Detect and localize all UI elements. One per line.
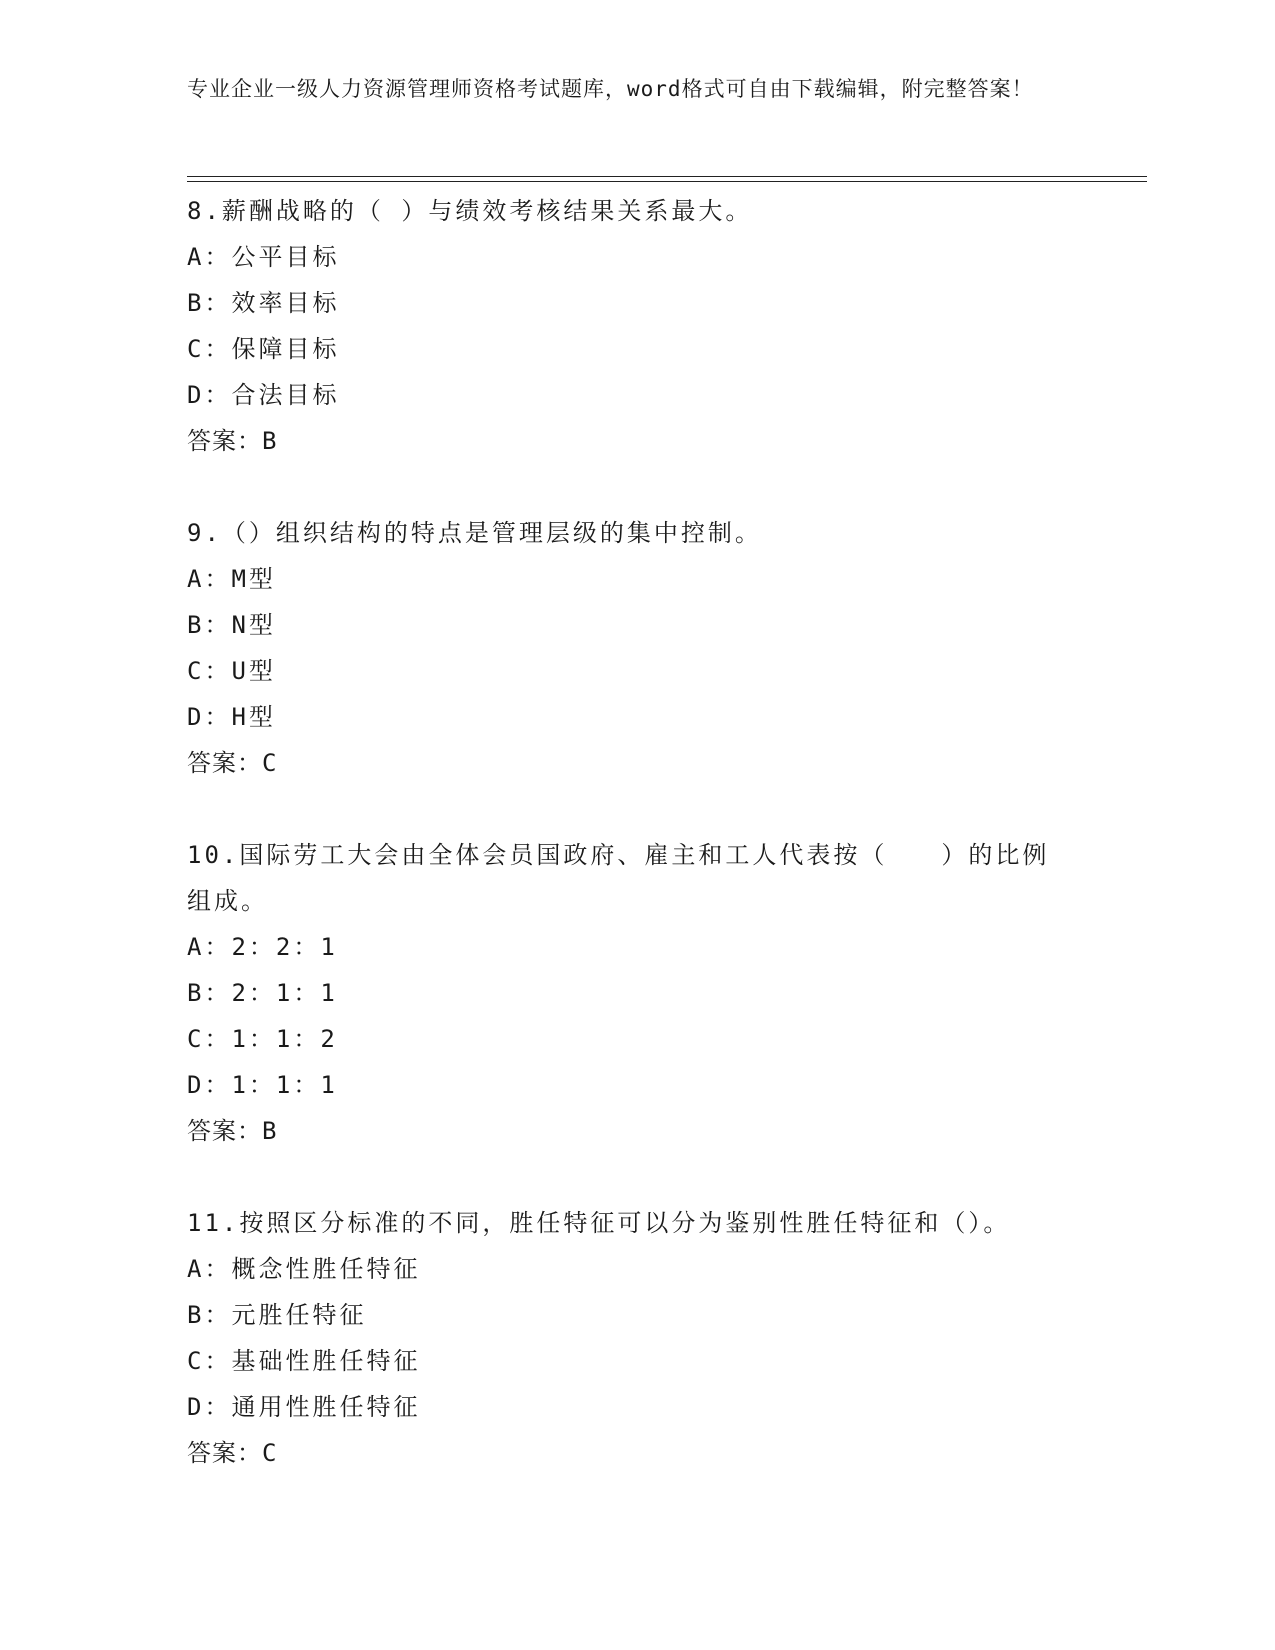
question-stem: 8.薪酬战略的（ ）与绩效考核结果关系最大。: [187, 197, 753, 225]
question-stem: 10.国际劳工大会由全体会员国政府、雇主和工人代表按（ ）的比例组成。: [187, 841, 1050, 915]
document-header: 专业企业一级人力资源管理师资格考试题库，word格式可自由下载编辑，附完整答案！: [187, 77, 1034, 101]
option-c: C：保障目标: [187, 335, 340, 363]
option-a: A：公平目标: [187, 243, 340, 271]
option-c: C：U型: [187, 657, 276, 685]
question-8: [187, 188, 1067, 464]
option-d: D：通用性胜任特征: [187, 1393, 421, 1421]
question-stem: 9.（）组织结构的特点是管理层级的集中控制。: [187, 519, 762, 547]
option-a: A：概念性胜任特征: [187, 1255, 421, 1283]
option-b: B：元胜任特征: [187, 1301, 367, 1329]
option-b: B：N型: [187, 611, 276, 639]
header-divider-top: [187, 176, 1147, 177]
question-10: [187, 832, 1067, 1154]
answer: 答案：B: [187, 427, 278, 455]
option-d: D：1：1：1: [187, 1071, 338, 1099]
answer: 答案：C: [187, 1439, 278, 1467]
question-11: [187, 1200, 1067, 1476]
option-b: B：2：1：1: [187, 979, 338, 1007]
question-9: [187, 510, 1067, 786]
option-a: A：M型: [187, 565, 276, 593]
answer: 答案：B: [187, 1117, 278, 1145]
option-d: D：合法目标: [187, 381, 340, 409]
option-a: A：2：2：1: [187, 933, 338, 961]
question-stem: 11.按照区分标准的不同，胜任特征可以分为鉴别性胜任特征和（）。: [187, 1209, 1011, 1237]
option-b: B：效率目标: [187, 289, 340, 317]
option-c: C：基础性胜任特征: [187, 1347, 421, 1375]
option-d: D：H型: [187, 703, 276, 731]
header-divider-bottom: [187, 181, 1147, 182]
option-c: C：1：1：2: [187, 1025, 338, 1053]
question-list: [187, 188, 1067, 1522]
answer: 答案：C: [187, 749, 278, 777]
